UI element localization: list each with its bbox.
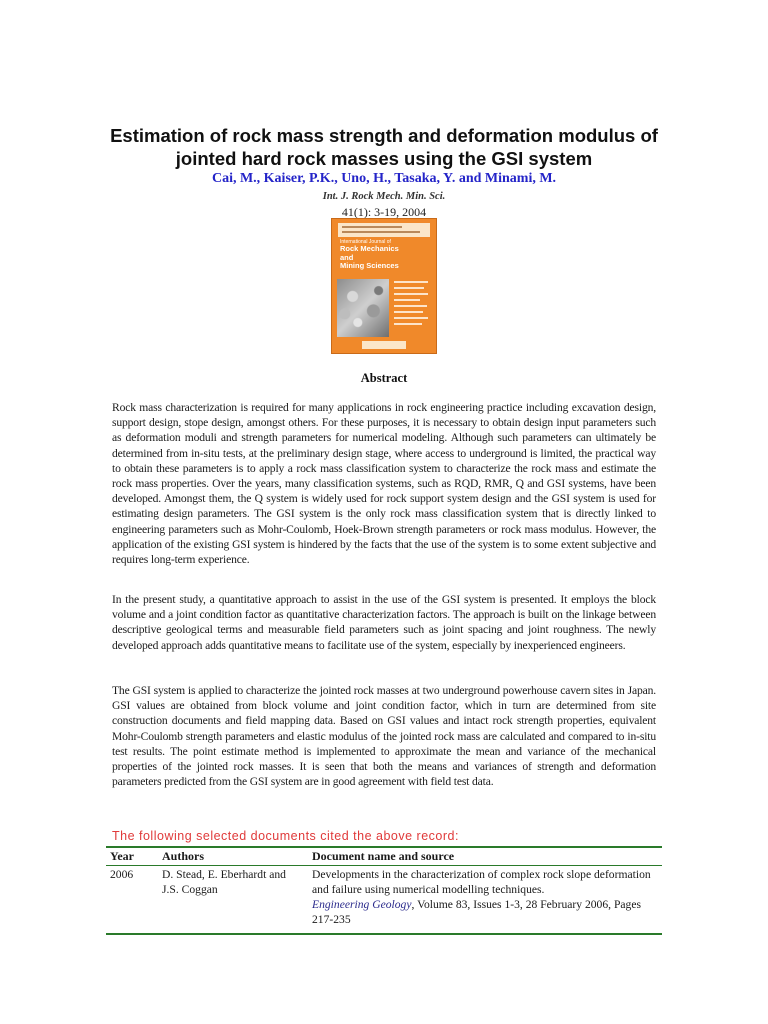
cited-documents-heading: The following selected documents cited the above record:: [112, 829, 459, 843]
cell-document: [308, 866, 662, 935]
table-row: [106, 866, 662, 935]
cover-title-line-4: Mining Sciences: [340, 261, 399, 270]
table-header-row: [106, 847, 662, 866]
document-title-link[interactable]: Developments in the characterization of complex rock slope deformation and failure using numerical modelling techniques.: [312, 868, 651, 896]
paper-title-line-1: Estimation of rock mass strength and deformation modulus of: [110, 125, 658, 146]
abstract-paragraph-3: The GSI system is applied to characterize the jointed rock masses at two underground powerhouse cavern sites in Japan. GSI values are obtained from block volume and joint condition factor, which in turn are determined from site construction documents and field mapping data. Based on GSI values and intact rock strength properties, equivalent Mohr-Coulomb strength parameters and elastic modulus of the jointed rock mass are calculated and compared to in-situ test results. The point estimate method is implemented to approximate the mean and variance of the mechanical properties of the jointed rock masses. It is seen that both the means and variances of strength and deformation parameters predicted from the GSI system are in good agreement with field test data.: [112, 684, 656, 789]
citations-table: [106, 846, 662, 935]
column-header-year: Year: [106, 847, 158, 866]
abstract-heading: Abstract: [360, 371, 408, 385]
cover-title-line-2: Rock Mechanics: [340, 244, 399, 253]
cover-title: [340, 239, 430, 271]
journal-name: Int. J. Rock Mech. Min. Sci.: [322, 191, 446, 202]
volume-info: 41(1): 3-19, 2004: [341, 205, 427, 219]
cover-title-line-3: and: [340, 252, 354, 262]
paper-title: [60, 124, 708, 170]
document-journal-name: Engineering Geology: [312, 898, 412, 911]
author-list[interactable]: Cai, M., Kaiser, P.K., Uno, H., Tasaka, Y. and Minami, M.: [211, 171, 557, 186]
cell-year: 2006: [106, 866, 158, 935]
column-header-document: Document name and source: [308, 847, 662, 866]
document-journal-details: , Volume 83, Issues 1-3, 28 February 2006, Pages 217-235: [312, 898, 641, 926]
journal-cover-image: [332, 219, 436, 353]
cover-contents-lines: [394, 281, 430, 329]
column-header-authors: Authors: [158, 847, 308, 866]
abstract-paragraph-1: Rock mass characterization is required for many applications in rock engineering practice including excavation design, support design, stope design, amongst others. For these purposes, it is necessary to obtain design input parameters such as deformation moduli and strength parameters for numerical modeling. Although such parameters can ultimately be determined from in-situ tests, at the preliminary design stage, where access to underground is limited, the practical way to obtain these parameters is to apply a rock mass classification system to characterize the rock mass and estimate the rock mass properties. Over the years, many classification systems, such as RQD, RMR, Q and GSI systems, have been developed. Amongst them, the Q system is widely used for rock support system design and the GSI system is used for estimating design parameters. The GSI system is the only rock mass classification system that is directly linked to engineering parameters such as Mohr-Coulomb, Hoek-Brown strength parameters or rock mass modulus. However, the application of the existing GSI system is hindered by the facts that the use of the system is to some extent subjective and requires long-term experience.: [112, 401, 656, 567]
cover-header-band: [338, 223, 430, 237]
cover-rock-photo: [337, 279, 389, 337]
cell-authors: D. Stead, E. Eberhardt and J.S. Coggan: [158, 866, 308, 935]
abstract-paragraph-2: In the present study, a quantitative approach to assist in the use of the GSI system is presented. It employs the block volume and a joint condition factor as quantitative characterization factors. The approach is built on the linkage between descriptive geological terms and measurable field parameters such as joint spacing and joint roughness. The newly developed approach adds quantitative means to facilitate use of the system, especially by inexperienced engineers.: [112, 593, 656, 652]
cover-title-line-1: International Journal of: [340, 239, 391, 245]
paper-title-line-2: jointed hard rock masses using the GSI system: [175, 148, 593, 169]
cover-publisher-logo: [362, 341, 406, 349]
